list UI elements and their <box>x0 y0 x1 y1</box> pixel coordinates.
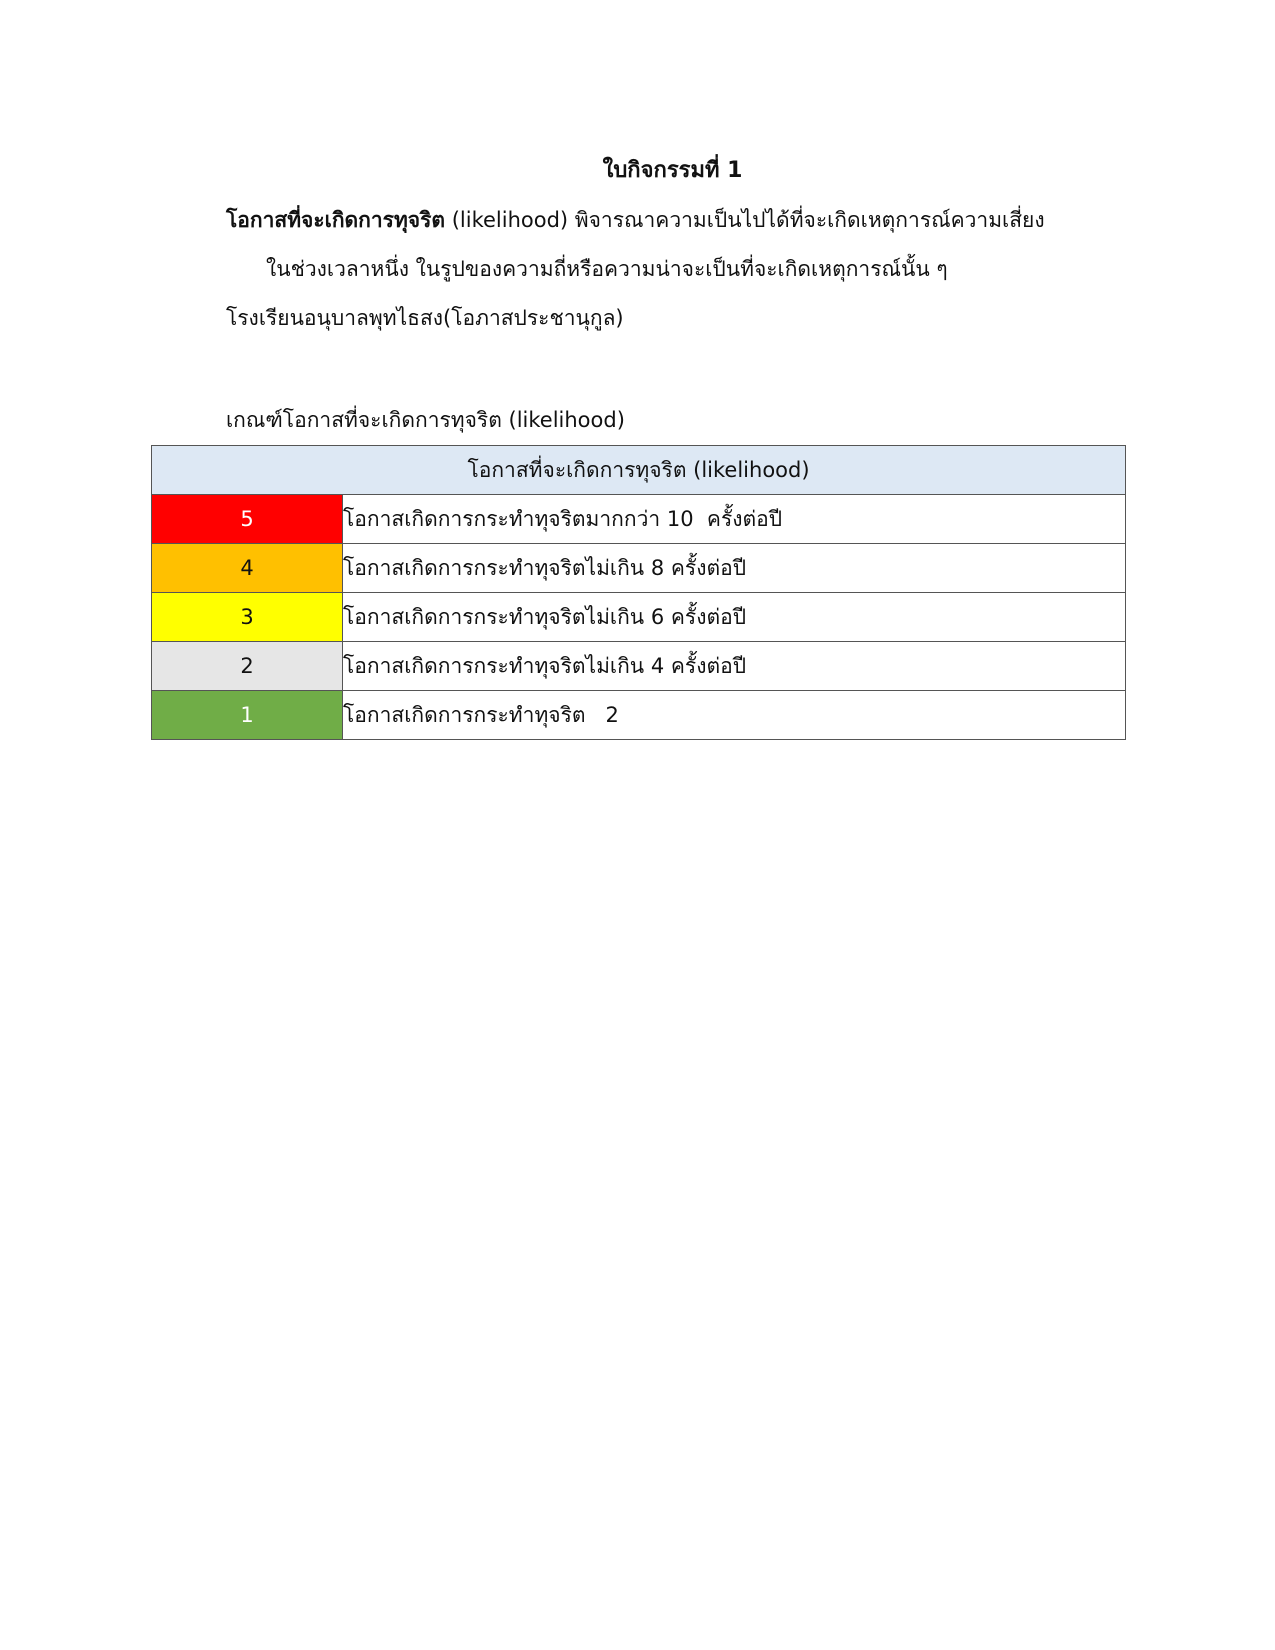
description-cell: โอกาสเกิดการกระทำทุจริตไม่เกิน 6 ครั้งต่อปี <box>343 593 1126 642</box>
criteria-label: เกณฑ์โอกาสที่จะเกิดการทุจริต (likelihood) <box>226 408 625 432</box>
table-header: โอกาสที่จะเกิดการทุจริต (likelihood) <box>152 446 1126 495</box>
likelihood-table <box>151 445 1126 740</box>
school-name: โรงเรียนอนุบาลพุทไธสง(โอภาสประชานุกูล) <box>226 306 624 330</box>
table-row <box>152 495 1126 544</box>
description-cell: โอกาสเกิดการกระทำทุจริตไม่เกิน 8 ครั้งต่อปี <box>343 544 1126 593</box>
intro-definition: (likelihood) พิจารณาความเป็นไปได้ที่จะเกิดเหตุการณ์ความเสี่ยง <box>445 208 1045 232</box>
table-body <box>152 495 1126 740</box>
level-cell: 5 <box>152 495 343 544</box>
level-cell: 2 <box>152 642 343 691</box>
level-cell: 1 <box>152 691 343 740</box>
description-cell: โอกาสเกิดการกระทำทุจริตมากกว่า 10 ครั้งต่อปี <box>343 495 1126 544</box>
page-title: ใบกิจกรรมที่ 1 <box>602 158 743 183</box>
table-row <box>152 544 1126 593</box>
table-header-row <box>152 446 1126 495</box>
level-cell: 4 <box>152 544 343 593</box>
intro-term: โอกาสที่จะเกิดการทุจริต <box>226 208 446 232</box>
table-row <box>152 642 1126 691</box>
intro-line-2: ในช่วงเวลาหนึ่ง ในรูปของความถี่หรือความน่าจะเป็นที่จะเกิดเหตุการณ์นั้น ๆ <box>266 257 948 281</box>
description-cell: โอกาสเกิดการกระทำทุจริตไม่เกิน 4 ครั้งต่อปี <box>343 642 1126 691</box>
table-row <box>152 593 1126 642</box>
description-cell: โอกาสเกิดการกระทำทุจริต 2 <box>343 691 1126 740</box>
intro-line-1 <box>226 204 1045 237</box>
table-row <box>152 691 1126 740</box>
level-cell: 3 <box>152 593 343 642</box>
